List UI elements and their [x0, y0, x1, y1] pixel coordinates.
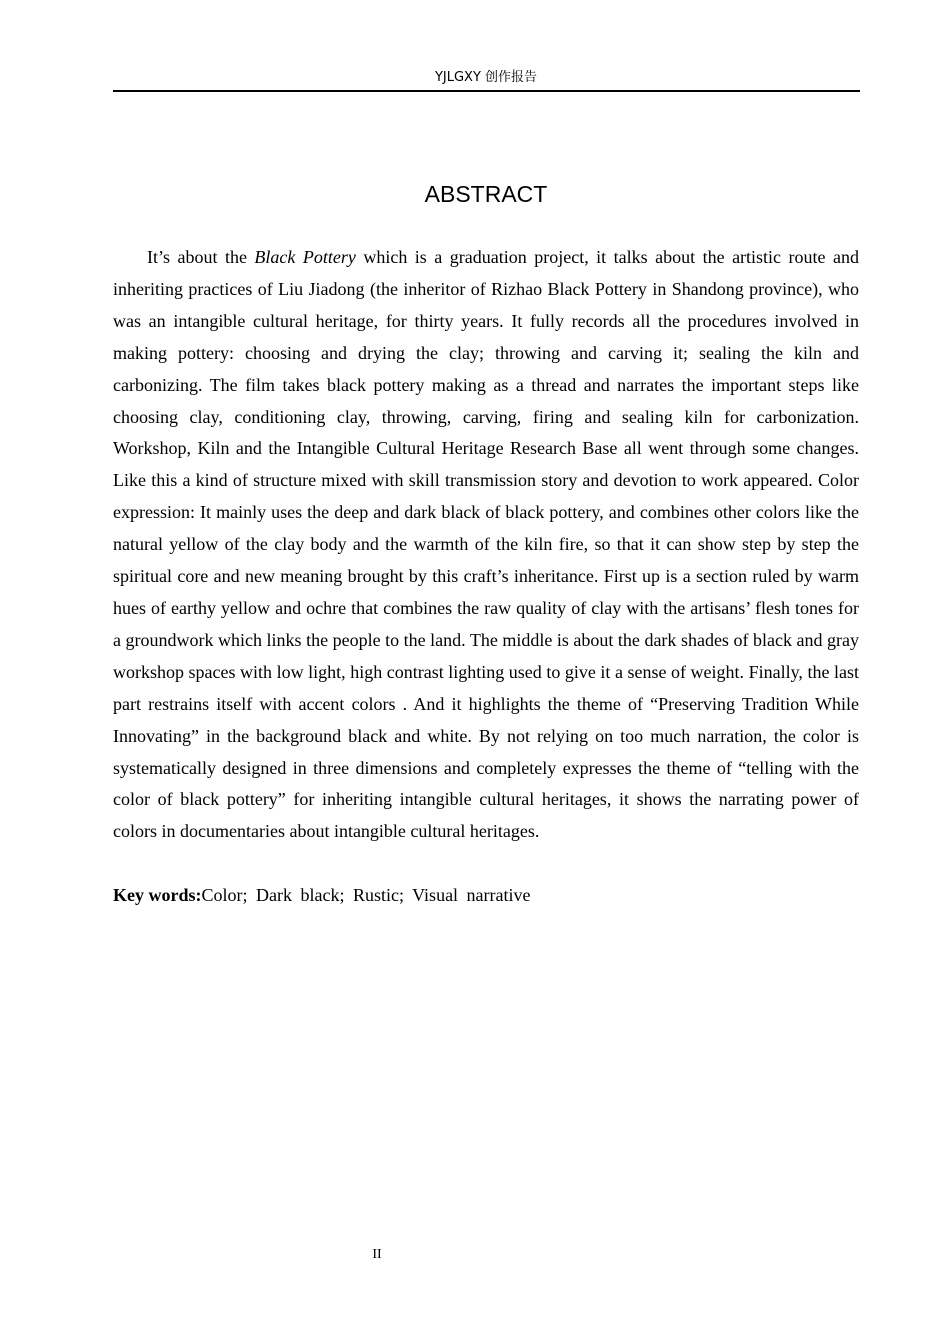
- abstract-title: ABSTRACT: [424, 181, 548, 207]
- keywords-line: [113, 880, 859, 912]
- work-title: Black Pottery: [254, 247, 356, 267]
- keywords-value: Color; Dark black; Rustic; Visual narrative: [201, 885, 531, 905]
- keywords-label: Key words:: [113, 885, 202, 905]
- page-number: II: [372, 1247, 382, 1262]
- running-header: YJLGXY 创作报告: [434, 70, 538, 85]
- abstract-paragraph: [113, 242, 859, 848]
- abstract-body: which is a graduation project, it talks about the artistic route and inheriting practices of Liu Jiadong (the inheritor of Rizhao Black Pottery in Shandong province), who was an intangible cultural heritage, for thirty years. It fully records all the procedures involved in making pottery: choosing and drying the clay; throwing and carving it; sealing the kiln and carbonizing. The film takes black pottery making as a thread and narrates the important steps like choosing clay, conditioning clay, throwing, carving, firing and sealing kiln for carbonization. Workshop, Kiln and the Intangible Cultural Heritage Research Base all went through some changes. Like this a kind of structure mixed with skill transmission story and devotion to work appeared. Color expression: It mainly uses the deep and dark black of black pottery, and combines other colors like the natural yellow of the clay body and the warmth of the kiln fire, so that it can show step by step the spiritual core and new meaning brought by this craft’s inheritance. First up is a section ruled by warm hues of earthy yellow and ochre that combines the raw quality of clay with the artisans’ flesh tones for a groundwork which links the people to the land. The middle is about the dark shades of black and gray workshop spaces with low light, high contrast lighting used to give it a sense of weight. Finally, the last part restrains itself with accent colors . And it highlights the theme of “Preserving Tradition While Innovating” in the background black and white. By not relying on too much narration, the color is systematically designed in three dimensions and completely expresses the theme of “telling with the color of black pottery” for inheriting intangible cultural heritages, it shows the narrating power of colors in documentaries about intangible cultural heritages.: [113, 247, 859, 842]
- abstract-lead: It’s about the: [147, 247, 255, 267]
- header-rule: [113, 90, 860, 92]
